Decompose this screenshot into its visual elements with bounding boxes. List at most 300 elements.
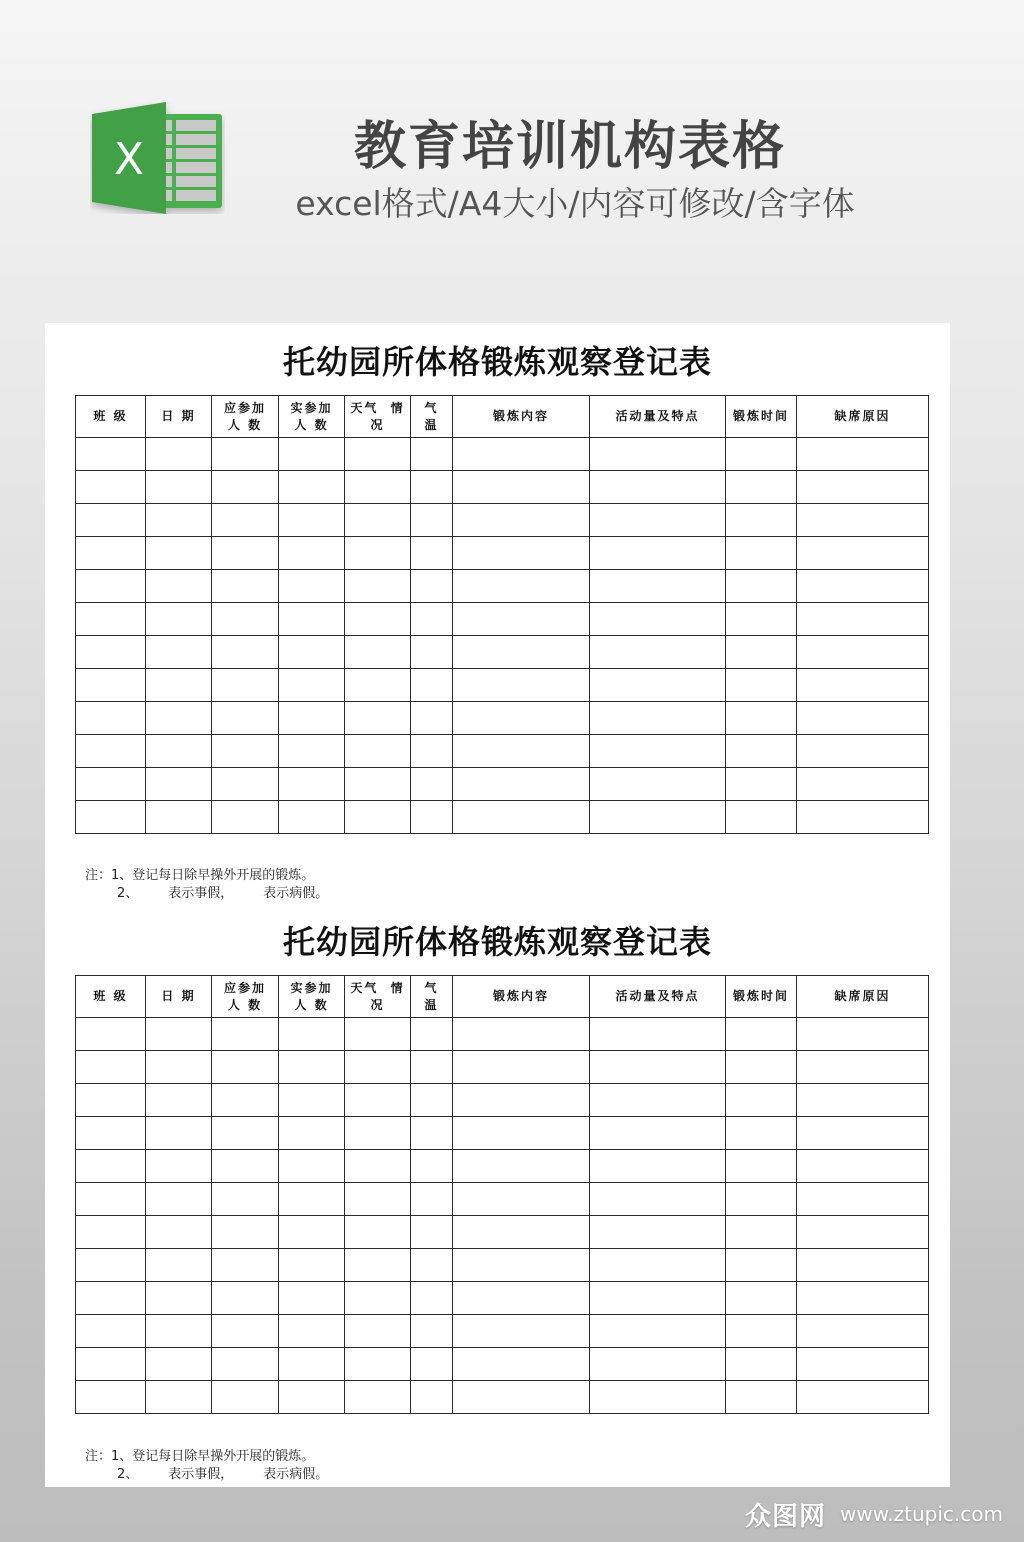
table-cell[interactable] [146, 471, 212, 504]
table-cell[interactable] [345, 1216, 411, 1249]
table-cell[interactable] [411, 669, 453, 702]
table-cell[interactable] [590, 537, 726, 570]
note-2: 2、 表示事假， 表示病假。 [117, 1467, 329, 1482]
table-cell[interactable] [76, 1249, 146, 1282]
table-cell[interactable] [345, 1018, 411, 1051]
table-cell[interactable] [146, 636, 212, 669]
table-row [76, 1117, 929, 1150]
table-cell[interactable] [797, 1315, 929, 1348]
table-cell[interactable] [345, 1183, 411, 1216]
table-cell[interactable] [726, 801, 797, 834]
table-cell[interactable] [453, 603, 590, 636]
table-cell[interactable] [345, 669, 411, 702]
table-row [76, 768, 929, 801]
table-cell[interactable] [453, 1051, 590, 1084]
table-cell[interactable] [212, 1381, 279, 1414]
banner-title: 教育培训机构表格 [353, 117, 786, 177]
table-cell[interactable] [146, 603, 212, 636]
table-cell[interactable] [146, 537, 212, 570]
header-row [76, 396, 929, 438]
table-row [76, 1216, 929, 1249]
table-cell[interactable] [76, 1018, 146, 1051]
table-cell[interactable] [797, 1084, 929, 1117]
col-header-duration: 锻炼时间 [726, 976, 797, 1018]
table-cell[interactable] [411, 1381, 453, 1414]
table-cell[interactable] [212, 801, 279, 834]
col-header-temperature: 气 温 [411, 976, 453, 1018]
table-cell[interactable] [146, 438, 212, 471]
table-cell[interactable] [345, 537, 411, 570]
table-cell[interactable] [345, 636, 411, 669]
col-header-intensity: 活动量及特点 [590, 976, 726, 1018]
table-cell[interactable] [797, 1018, 929, 1051]
table-cell[interactable] [76, 603, 146, 636]
table-cell[interactable] [411, 1084, 453, 1117]
table-cell[interactable] [212, 1216, 279, 1249]
table-cell[interactable] [345, 1315, 411, 1348]
table-cell[interactable] [453, 1150, 590, 1183]
table-cell[interactable] [212, 1282, 279, 1315]
table-cell[interactable] [797, 603, 929, 636]
table-cell[interactable] [797, 1282, 929, 1315]
table-cell[interactable] [453, 1249, 590, 1282]
col-header-weather: 天气 情 况 [345, 396, 411, 438]
excel-icon [90, 102, 225, 214]
table-cell[interactable] [279, 1381, 345, 1414]
table-cell[interactable] [590, 570, 726, 603]
table-cell[interactable] [279, 570, 345, 603]
table-cell[interactable] [411, 1183, 453, 1216]
table-cell[interactable] [453, 537, 590, 570]
table-row [76, 1381, 929, 1414]
table-cell[interactable] [453, 801, 590, 834]
table-cell[interactable] [146, 1315, 212, 1348]
table-cell[interactable] [726, 438, 797, 471]
table-cell[interactable] [726, 1084, 797, 1117]
note-1: 注：1、登记每日除早操外开展的锻炼。 [85, 868, 315, 883]
table-cell[interactable] [76, 735, 146, 768]
table-cell[interactable] [279, 603, 345, 636]
table-row [76, 1084, 929, 1117]
table-cell[interactable] [453, 1315, 590, 1348]
table-cell[interactable] [76, 537, 146, 570]
table-cell[interactable] [212, 1150, 279, 1183]
table-cell[interactable] [590, 438, 726, 471]
table-cell[interactable] [76, 1315, 146, 1348]
table-cell[interactable] [411, 768, 453, 801]
table-cell[interactable] [590, 801, 726, 834]
table-cell[interactable] [146, 768, 212, 801]
col-header-intensity: 活动量及特点 [590, 396, 726, 438]
table-cell[interactable] [797, 702, 929, 735]
table-cell[interactable] [411, 1150, 453, 1183]
table-cell[interactable] [279, 504, 345, 537]
table-cell[interactable] [453, 438, 590, 471]
table-cell[interactable] [279, 1348, 345, 1381]
table-cell[interactable] [279, 1084, 345, 1117]
table-cell[interactable] [76, 1117, 146, 1150]
table-cell[interactable] [797, 636, 929, 669]
table-cell[interactable] [453, 1216, 590, 1249]
table-cell[interactable] [453, 1381, 590, 1414]
table-cell[interactable] [797, 504, 929, 537]
table-row [76, 1183, 929, 1216]
table-cell[interactable] [726, 1216, 797, 1249]
table-row [76, 1051, 929, 1084]
table-cell[interactable] [76, 768, 146, 801]
table-cell[interactable] [279, 702, 345, 735]
table-cell[interactable] [590, 471, 726, 504]
table-cell[interactable] [590, 1381, 726, 1414]
table-cell[interactable] [76, 471, 146, 504]
table-cell[interactable] [279, 1282, 345, 1315]
table-row [76, 1282, 929, 1315]
table-cell[interactable] [279, 768, 345, 801]
table-cell[interactable] [453, 1084, 590, 1117]
table-cell[interactable] [76, 438, 146, 471]
table-cell[interactable] [146, 570, 212, 603]
table-cell[interactable] [345, 1150, 411, 1183]
col-header-weather: 天气 情 况 [345, 976, 411, 1018]
table-cell[interactable] [453, 768, 590, 801]
table-cell[interactable] [146, 735, 212, 768]
table-cell[interactable] [797, 1117, 929, 1150]
col-header-duration: 锻炼时间 [726, 396, 797, 438]
table-cell[interactable] [590, 1051, 726, 1084]
table-cell[interactable] [279, 1183, 345, 1216]
table-cell[interactable] [212, 1249, 279, 1282]
table-cell[interactable] [590, 1117, 726, 1150]
table-cell[interactable] [590, 1084, 726, 1117]
table-cell[interactable] [345, 702, 411, 735]
table-cell[interactable] [726, 570, 797, 603]
table-cell[interactable] [76, 504, 146, 537]
table-cell[interactable] [797, 768, 929, 801]
table-cell[interactable] [345, 1084, 411, 1117]
table-cell[interactable] [212, 735, 279, 768]
table-cell[interactable] [411, 537, 453, 570]
table-cell[interactable] [146, 1216, 212, 1249]
table-cell[interactable] [146, 1183, 212, 1216]
table-cell[interactable] [76, 1183, 146, 1216]
table-cell[interactable] [411, 735, 453, 768]
col-header-expected: 应参加 人 数 [212, 976, 279, 1018]
table-cell[interactable] [76, 1084, 146, 1117]
table-cell[interactable] [726, 537, 797, 570]
table-cell[interactable] [345, 801, 411, 834]
table-cell[interactable] [146, 504, 212, 537]
table-cell[interactable] [453, 471, 590, 504]
table-cell[interactable] [590, 1150, 726, 1183]
table-cell[interactable] [411, 570, 453, 603]
table-cell[interactable] [726, 1051, 797, 1084]
table-cell[interactable] [146, 1051, 212, 1084]
table-cell[interactable] [279, 1018, 345, 1051]
table-cell[interactable] [590, 1183, 726, 1216]
table-cell[interactable] [590, 1249, 726, 1282]
table-cell[interactable] [345, 1282, 411, 1315]
table-cell[interactable] [453, 504, 590, 537]
table-cell[interactable] [590, 1315, 726, 1348]
table-cell[interactable] [76, 1348, 146, 1381]
table-row [76, 570, 929, 603]
watermark-logo: 众图网 [745, 1501, 827, 1532]
table-cell[interactable] [146, 702, 212, 735]
table-cell[interactable] [345, 1249, 411, 1282]
table-cell[interactable] [212, 1183, 279, 1216]
table-cell[interactable] [279, 1315, 345, 1348]
table-cell[interactable] [146, 1084, 212, 1117]
table-cell[interactable] [212, 1051, 279, 1084]
col-header-content: 锻炼内容 [453, 976, 590, 1018]
table-cell[interactable] [411, 438, 453, 471]
table-cell[interactable] [76, 1051, 146, 1084]
table-cell[interactable] [726, 1150, 797, 1183]
table-cell[interactable] [146, 669, 212, 702]
table-cell[interactable] [726, 669, 797, 702]
table-cell[interactable] [345, 471, 411, 504]
table-cell[interactable] [453, 636, 590, 669]
table-row [76, 1315, 929, 1348]
table-cell[interactable] [411, 1117, 453, 1150]
table-row [76, 735, 929, 768]
table-cell[interactable] [590, 603, 726, 636]
table-cell[interactable] [212, 570, 279, 603]
table-cell[interactable] [212, 603, 279, 636]
table-body [76, 1018, 929, 1414]
note-1: 注：1、登记每日除早操外开展的锻炼。 [85, 1449, 315, 1464]
col-header-expected: 应参加 人 数 [212, 396, 279, 438]
table-cell[interactable] [212, 1084, 279, 1117]
table-cell[interactable] [411, 1348, 453, 1381]
table-cell[interactable] [212, 768, 279, 801]
table-cell[interactable] [345, 768, 411, 801]
table-cell[interactable] [212, 471, 279, 504]
col-header-actual: 实参加 人 数 [279, 396, 345, 438]
table-cell[interactable] [797, 537, 929, 570]
table-cell[interactable] [279, 636, 345, 669]
table-cell[interactable] [345, 1117, 411, 1150]
table-cell[interactable] [279, 801, 345, 834]
table-cell[interactable] [76, 702, 146, 735]
table-cell[interactable] [797, 1249, 929, 1282]
table-cell[interactable] [345, 504, 411, 537]
table-cell[interactable] [726, 1117, 797, 1150]
table-cell[interactable] [279, 1051, 345, 1084]
table-cell[interactable] [797, 1150, 929, 1183]
table-cell[interactable] [76, 1282, 146, 1315]
table-cell[interactable] [797, 1051, 929, 1084]
table-cell[interactable] [453, 1018, 590, 1051]
table-cell[interactable] [590, 1282, 726, 1315]
table-cell[interactable] [797, 570, 929, 603]
table-cell[interactable] [146, 1348, 212, 1381]
table-cell[interactable] [146, 1150, 212, 1183]
table-cell[interactable] [726, 1315, 797, 1348]
table-cell[interactable] [726, 603, 797, 636]
table-cell[interactable] [411, 471, 453, 504]
table-cell[interactable] [345, 1348, 411, 1381]
table-cell[interactable] [146, 1282, 212, 1315]
table-row [76, 438, 929, 471]
table-cell[interactable] [279, 537, 345, 570]
table-row [76, 603, 929, 636]
table-row [76, 1018, 929, 1051]
table-cell[interactable] [411, 636, 453, 669]
col-header-date: 日 期 [146, 976, 212, 1018]
table-cell[interactable] [797, 1381, 929, 1414]
table-row [76, 1249, 929, 1282]
table-row [76, 471, 929, 504]
table-cell[interactable] [726, 1249, 797, 1282]
table-cell[interactable] [453, 669, 590, 702]
table-cell[interactable] [212, 1315, 279, 1348]
document-page [45, 323, 950, 1487]
table-cell[interactable] [411, 801, 453, 834]
table-row [76, 636, 929, 669]
table-cell[interactable] [345, 603, 411, 636]
table-cell[interactable] [726, 471, 797, 504]
table-cell[interactable] [279, 669, 345, 702]
log-table [75, 975, 929, 1414]
table-row [76, 537, 929, 570]
table-cell[interactable] [453, 1117, 590, 1150]
col-header-absence: 缺席原因 [797, 976, 929, 1018]
table-cell[interactable] [212, 702, 279, 735]
table-cell[interactable] [411, 1018, 453, 1051]
table-cell[interactable] [146, 801, 212, 834]
table-cell[interactable] [146, 1249, 212, 1282]
table-cell[interactable] [76, 669, 146, 702]
table-cell[interactable] [345, 438, 411, 471]
table-cell[interactable] [453, 1183, 590, 1216]
note-2: 2、 表示事假， 表示病假。 [117, 886, 329, 901]
excel-icon-letter: X [113, 134, 145, 185]
table-cell[interactable] [453, 1282, 590, 1315]
table-cell[interactable] [212, 504, 279, 537]
table-cell[interactable] [212, 438, 279, 471]
table-cell[interactable] [726, 735, 797, 768]
col-header-actual: 实参加 人 数 [279, 976, 345, 1018]
table-cell[interactable] [590, 1216, 726, 1249]
log-table [75, 395, 929, 834]
table-body [76, 438, 929, 834]
table-cell[interactable] [212, 636, 279, 669]
table-cell[interactable] [279, 438, 345, 471]
table-cell[interactable] [279, 735, 345, 768]
table-row [76, 1348, 929, 1381]
table-cell[interactable] [411, 1216, 453, 1249]
table-cell[interactable] [76, 1216, 146, 1249]
table-cell[interactable] [453, 1348, 590, 1381]
table-cell[interactable] [212, 669, 279, 702]
table-cell[interactable] [76, 1150, 146, 1183]
table-cell[interactable] [590, 735, 726, 768]
table-cell[interactable] [345, 570, 411, 603]
header-row [76, 976, 929, 1018]
table-cell[interactable] [590, 702, 726, 735]
table-cell[interactable] [279, 1117, 345, 1150]
table-cell[interactable] [76, 1381, 146, 1414]
table-cell[interactable] [590, 636, 726, 669]
table-cell[interactable] [726, 768, 797, 801]
table-cell[interactable] [726, 1018, 797, 1051]
col-header-absence: 缺席原因 [797, 396, 929, 438]
table-cell[interactable] [411, 702, 453, 735]
table-cell[interactable] [212, 1018, 279, 1051]
table-cell[interactable] [411, 504, 453, 537]
table-cell[interactable] [345, 1051, 411, 1084]
col-header-date: 日 期 [146, 396, 212, 438]
col-header-content: 锻炼内容 [453, 396, 590, 438]
watermark-url: www.ztupic.com [840, 1502, 1003, 1526]
table-cell[interactable] [726, 1348, 797, 1381]
table-cell[interactable] [411, 1249, 453, 1282]
table-cell[interactable] [146, 1018, 212, 1051]
table-cell[interactable] [279, 1249, 345, 1282]
table-cell[interactable] [279, 471, 345, 504]
table-cell[interactable] [411, 603, 453, 636]
table-cell[interactable] [146, 1381, 212, 1414]
table-cell[interactable] [76, 801, 146, 834]
table-cell[interactable] [453, 702, 590, 735]
table-cell[interactable] [411, 1051, 453, 1084]
table-cell[interactable] [279, 1216, 345, 1249]
table-cell[interactable] [726, 1282, 797, 1315]
table-cell[interactable] [797, 801, 929, 834]
table-cell[interactable] [212, 1348, 279, 1381]
table-cell[interactable] [797, 735, 929, 768]
table-cell[interactable] [411, 1315, 453, 1348]
table-cell[interactable] [411, 1282, 453, 1315]
table-cell[interactable] [797, 1183, 929, 1216]
table-cell[interactable] [726, 1183, 797, 1216]
table-row [76, 669, 929, 702]
table-cell[interactable] [453, 570, 590, 603]
table-cell[interactable] [76, 636, 146, 669]
notes [85, 867, 328, 903]
col-header-temperature: 气 温 [411, 396, 453, 438]
table-cell[interactable] [279, 1150, 345, 1183]
table-cell[interactable] [726, 504, 797, 537]
table-cell[interactable] [797, 471, 929, 504]
table-cell[interactable] [590, 669, 726, 702]
table-cell[interactable] [726, 1381, 797, 1414]
banner-subtitle: excel格式/A4大小/内容可修改/含字体 [295, 184, 855, 223]
table-cell[interactable] [212, 1117, 279, 1150]
table-row [76, 702, 929, 735]
table-row [76, 801, 929, 834]
table-row [76, 504, 929, 537]
col-header-class: 班 级 [76, 396, 146, 438]
table-cell[interactable] [797, 669, 929, 702]
table-cell[interactable] [453, 735, 590, 768]
table-cell[interactable] [345, 1381, 411, 1414]
table-cell[interactable] [797, 438, 929, 471]
table-cell[interactable] [212, 537, 279, 570]
table-cell[interactable] [797, 1216, 929, 1249]
table-cell[interactable] [345, 735, 411, 768]
table-cell[interactable] [590, 504, 726, 537]
table-cell[interactable] [726, 702, 797, 735]
table-cell[interactable] [590, 1348, 726, 1381]
table-cell[interactable] [76, 570, 146, 603]
table-cell[interactable] [146, 1117, 212, 1150]
table-cell[interactable] [726, 636, 797, 669]
table-cell[interactable] [590, 768, 726, 801]
table-cell[interactable] [590, 1018, 726, 1051]
table-cell[interactable] [797, 1348, 929, 1381]
